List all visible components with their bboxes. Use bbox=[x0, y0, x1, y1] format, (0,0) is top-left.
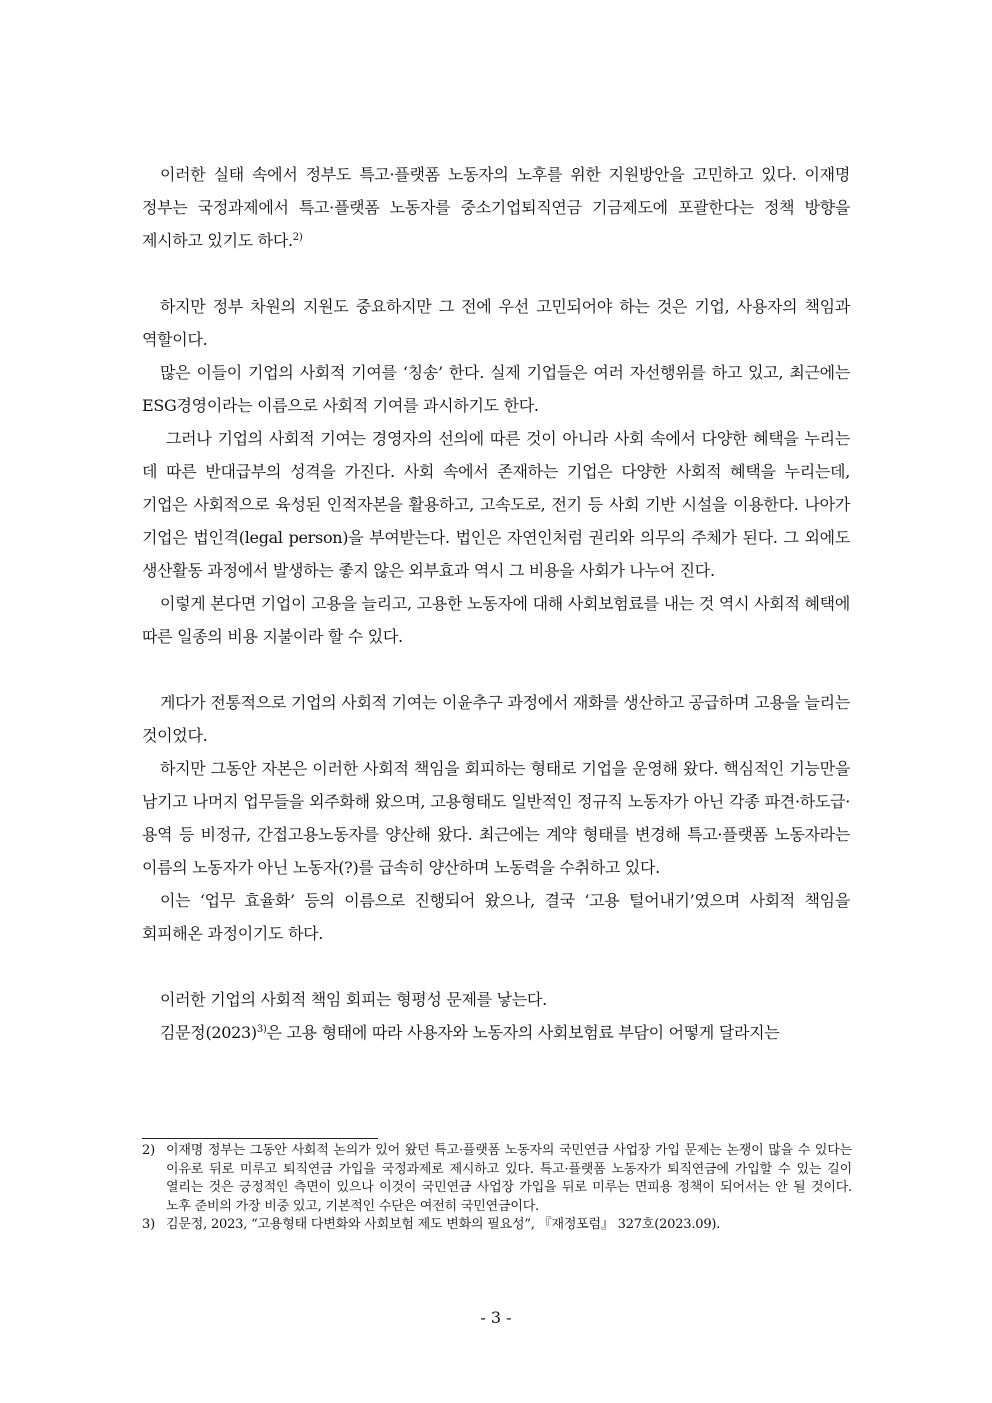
footnote-ref[interactable]: 2) bbox=[292, 232, 303, 243]
paragraph: 많은 이들이 기업의 사회적 기여를 ‘칭송’ 한다. 실제 기업들은 여러 자선행위를 하고 있고, 최근에는 ESG경영이라는 이름으로 사회적 기여를 과시하기도 한다. bbox=[142, 363, 850, 415]
paragraph: 게다가 전통적으로 기업의 사회적 기여는 이윤추구 과정에서 재화를 생산하고 공급하며 고용을 늘리는 것이었다. bbox=[142, 693, 850, 745]
footnote-divider bbox=[142, 1138, 378, 1139]
paragraph: 김문정$(2023)^{3)}$은 고용 형태에 따라 사용자와 노동자의 사회보험료 부담이 어떻게 달라지는 bbox=[160, 1023, 780, 1042]
paragraph: 하지만 그동안 자본은 이러한 사회적 책임을 회피하는 형태로 기업을 운영해 왔다. 핵심적인 기능만을 남기고 나머지 업무들을 외주화해 왔으며, 고용형태도 일반적인 정규직 노동자가 아닌 각종 파견·하도급·용역 등 비정규, 간접고용노동자를 양산해 왔다. 최근에는 계약 형태를 변경해 특고·플랫폼 노동자라는 이름의 노동자가 아닌 노동자(?)를 급속히 양산하며 노동력을 수취하고 있다. bbox=[142, 759, 850, 877]
footnote-text: 이재명 정부는 그동안 사회적 논의가 있어 왔던 특고·플랫폼 노동자의 국민연금 사업장 가입 문제는 논쟁이 많을 수 있다는 이유로 뒤로 미루고 퇴직연금 가입을 국정과제로 제시하고 있다. 특고·플랫폼 노동자가 퇴직연금에 가입할 수 있는 길이 열리는 것은 긍정적인 측면이 있으나 이것이 국민연금 사업장 가입을 뒤로 미루는 면피용 정책이 되어서는 안 될 것이다. 노후 준비의 가장 비중 있고, 기본적인 수단은 여전히 국민연금이다. bbox=[166, 1143, 852, 1214]
footnote-text: 김문정, 2023, “고용형태 다변화와 사회보험 제도 변화의 필요성”, 『재정포럼』 327호(2023.09). bbox=[166, 1217, 721, 1232]
body-text bbox=[142, 158, 850, 1049]
paragraph: 이러한 실태 속에서 정부도 특고·플랫폼 노동자의 노후를 위한 지원방안을 고민하고 있다. 이재명 정부는 국정과제에서 특고·플랫폼 노동자를 중소기업퇴직연금 기금제도에 포괄한다는 정책 방향을 제시하고 있기도 하다.$^{2)}$ bbox=[142, 165, 850, 250]
page-number: - 3 - bbox=[480, 1308, 512, 1327]
paragraph: 그러나 기업의 사회적 기여는 경영자의 선의에 따른 것이 아니라 사회 속에서 다양한 혜택을 누리는 데 따른 반대급부의 성격을 가진다. 사회 속에서 존재하는 기업은 다양한 사회적 혜택을 누리는데, 기업은 사회적으로 육성된 인적자본을 활용하고, 고속도로, 전기 등 사회 기반 시설을 이용한다. 나아가 기업은 법인격(legal person)을 부여받는다. 법인은 자연인처럼 권리와 의무의 주체가 된다. 그 외에도 생산활동 과정에서 발생하는 좋지 않은 외부효과 역시 그 비용을 사회가 나누어 진다. bbox=[142, 429, 850, 580]
paragraph: 하지만 정부 차원의 지원도 중요하지만 그 전에 우선 고민되어야 하는 것은 기업, 사용자의 책임과 역할이다. bbox=[142, 297, 850, 349]
footnotes bbox=[142, 1142, 852, 1235]
footnote-number: 2) bbox=[142, 1143, 155, 1158]
footnote-number: 3) bbox=[142, 1217, 155, 1232]
paragraph: 이는 ‘업무 효율화’ 등의 이름으로 진행되어 왔으나, 결국 ‘고용 털어내기’였으며 사회적 책임을 회피해온 과정이기도 하다. bbox=[142, 891, 850, 943]
paragraph: 이렇게 본다면 기업이 고용을 늘리고, 고용한 노동자에 대해 사회보험료를 내는 것 역시 사회적 혜택에 따른 일종의 비용 지불이라 할 수 있다. bbox=[142, 594, 850, 646]
paragraph: 이러한 기업의 사회적 책임 회피는 형평성 문제를 낳는다. bbox=[160, 990, 547, 1009]
footnote bbox=[142, 1142, 852, 1216]
footnote-ref[interactable]: 3) bbox=[256, 1024, 267, 1035]
footnote bbox=[142, 1216, 852, 1235]
